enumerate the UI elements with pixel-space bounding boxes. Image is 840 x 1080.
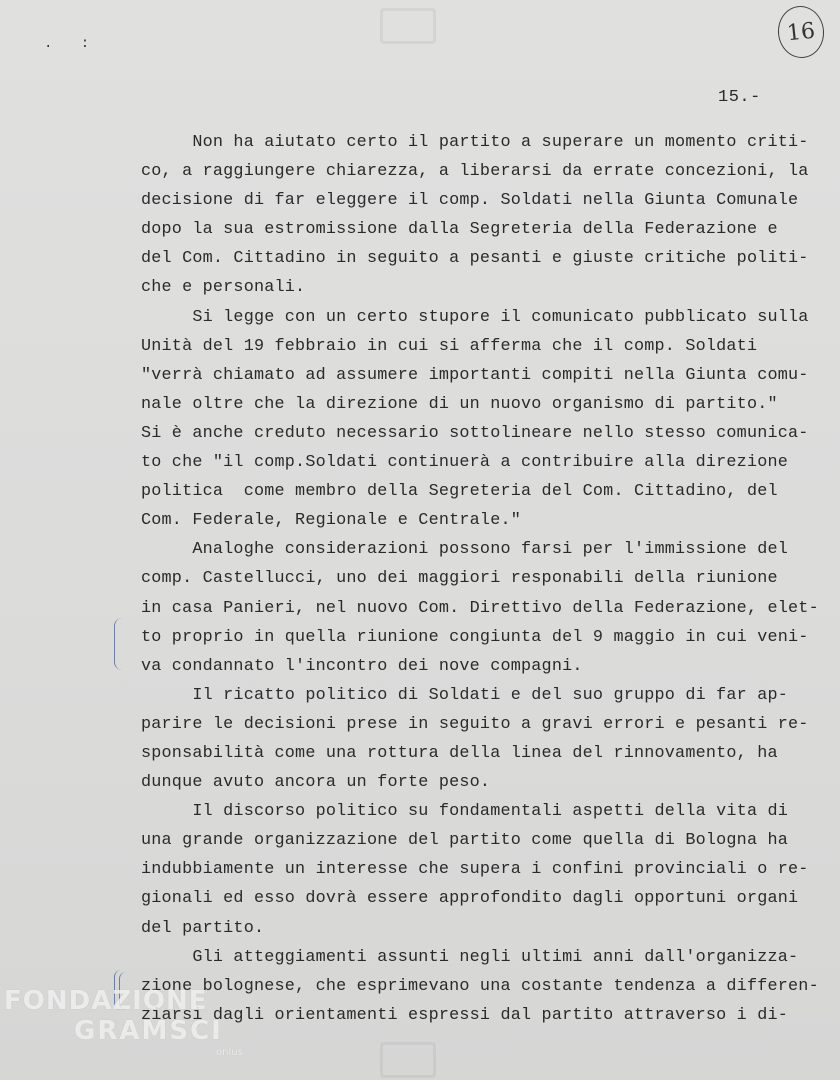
- text-line: decisione di far eleggere il comp. Soldati nella Giunta Comunale: [141, 191, 799, 211]
- document-body: [141, 128, 819, 1030]
- text-line: ziarsi dagli orientamenti espressi dal partito attraverso i di-: [141, 1005, 789, 1025]
- text-line: zione bolognese, che esprimevano una costante tendenza a differen-: [141, 976, 819, 996]
- text-line: una grande organizzazione del partito come quella di Bologna ha: [141, 831, 789, 851]
- folio-number: 16: [775, 4, 826, 61]
- text-line: Si legge con un certo stupore il comunicato pubblicato sulla: [141, 307, 809, 327]
- text-line: sponsabilità come una rottura della linea del rinnovamento, ha: [141, 743, 778, 763]
- text-line: va condannato l'incontro dei nove compagni.: [141, 656, 583, 676]
- text-line: to proprio in quella riunione congiunta del 9 maggio in cui veni-: [141, 627, 809, 647]
- text-line: to che "il comp.Soldati continuerà a contribuire alla direzione: [141, 453, 789, 473]
- margin-pencil-mark: [114, 618, 123, 670]
- text-line: nale oltre che la direzione di un nuovo organismo di partito.": [141, 394, 778, 414]
- watermark-line1: FONDAZIONE: [4, 986, 208, 1016]
- text-line: dunque avuto ancora un forte peso.: [141, 773, 491, 793]
- text-line: Gli atteggiamenti assunti negli ultimi anni dall'organizza-: [141, 947, 799, 967]
- stamp-ghost: [380, 8, 436, 44]
- text-line: Il ricatto politico di Soldati e del suo gruppo di far ap-: [141, 685, 789, 705]
- text-line: comp. Castellucci, uno dei maggiori responabili della riunione: [141, 569, 778, 589]
- text-line: gionali ed esso dovrà essere approfondito dagli opportuni organi: [141, 889, 799, 909]
- text-line: "verrà chiamato ad assumere importanti compiti nella Giunta comu-: [141, 365, 809, 385]
- text-line: parire le decisioni prese in seguito a gravi errori e pesanti re-: [141, 714, 809, 734]
- text-line: che e personali.: [141, 278, 306, 298]
- text-line: Non ha aiutato certo il partito a superare un momento criti-: [141, 133, 809, 152]
- text-line: Unità del 19 febbraio in cui si afferma che il comp. Soldati: [141, 336, 758, 356]
- watermark-line2: GRAMSCI: [74, 1016, 223, 1046]
- text-line: Com. Federale, Regionale e Centrale.": [141, 511, 522, 531]
- text-line: dopo la sua estromissione dalla Segreteria della Federazione e: [141, 220, 778, 240]
- text-line: Si è anche creduto necessario sottolineare nello stesso comunica-: [141, 423, 809, 443]
- text-line: co, a raggiungere chiarezza, a liberarsi da errate concezioni, la: [141, 162, 809, 182]
- text-line: del partito.: [141, 918, 265, 938]
- stamp-ghost-bottom: [380, 1042, 436, 1078]
- text-line: Il discorso politico su fondamentali aspetti della vita di: [141, 802, 789, 822]
- text-line: politica come membro della Segreteria del Com. Cittadino, del: [141, 482, 778, 502]
- text-line: Analoghe considerazioni possono farsi per l'immissione del: [141, 540, 789, 560]
- fondazione-gramsci-watermark: [4, 986, 243, 1058]
- watermark-sub: onlus: [216, 1047, 243, 1058]
- text-line: del Com. Cittadino in seguito a pesanti e giuste critiche politi-: [141, 249, 809, 269]
- text-line: indubbiamente un interesse che supera i confini provinciali o re-: [141, 860, 809, 880]
- text-line: in casa Panieri, nel nuovo Com. Direttivo della Federazione, elet-: [141, 598, 819, 618]
- page-number: 15.-: [718, 88, 761, 107]
- stray-marks: . :: [44, 36, 100, 52]
